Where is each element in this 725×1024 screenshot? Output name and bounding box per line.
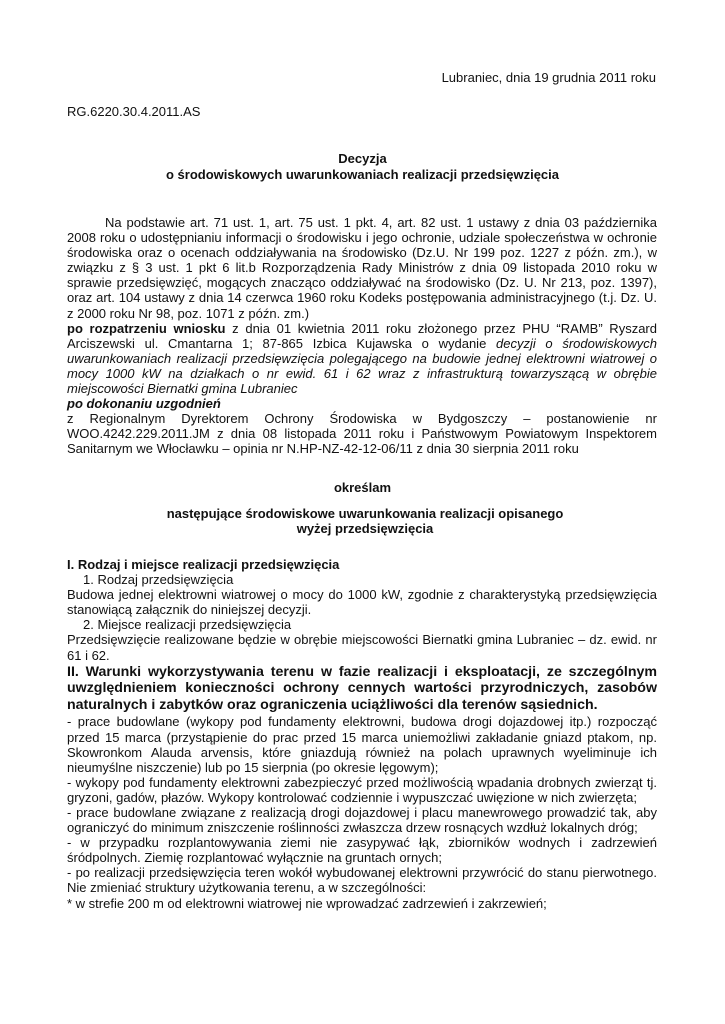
place-date: Lubraniec, dnia 19 grudnia 2011 roku bbox=[441, 70, 656, 85]
section-2-item: * w strefie 200 m od elektrowni wiatrowej nie wprowadzać zadrzewień i zakrzewień; bbox=[67, 895, 547, 911]
section-1-item-1-label: 1. Rodzaj przedsięwzięcia bbox=[83, 572, 234, 588]
agreements-text: z Regionalnym Dyrektorem Ochrony Środowiska w Bydgoszczy – postanowienie nr WOO.4242.229.2011.JM z dnia 08 listopada 2011 roku i Państwowym Powiatowym Inspektorem Sanitarnym we Włocławku – opinia nr N.HP-NZ-42-12-06/11 z dnia 30 sierpnia 2011 roku bbox=[67, 411, 657, 457]
section-2-item: - po realizacji przedsięwzięcia teren wokół wybudowanej elektrowni przywrócić do stanu pierwotnego. Nie zmieniać struktury użytkowania terenu, a w szczególności: bbox=[67, 865, 657, 896]
section-2-item: - prace budowlane związane z realizacją drogi dojazdowej i placu manewrowego prowadzić tak, aby ograniczyć do minimum zniszczenie roślinności zwłaszcza drzew rosnących wzdłuż lokalnych dróg; bbox=[67, 805, 657, 836]
document-title: Decyzja bbox=[338, 151, 387, 166]
request-subject: decyzji o środowiskowych uwarunkowaniach realizacji przedsięwzięcia polegającego na budowie jednej elektrowni wiatrowej o mocy 1000 kW na działkach o nr ewid. 61 i 62 wraz z infrastrukturą towarzyszącą w obrębie miejscowości Biernatki gmina Lubraniec bbox=[67, 335, 657, 397]
request-paragraph bbox=[67, 321, 657, 396]
request-label: po rozpatrzeniu wniosku bbox=[67, 320, 226, 336]
reference-number: RG.6220.30.4.2011.AS bbox=[67, 104, 201, 119]
document-subtitle: o środowiskowych uwarunkowaniach realizacji przedsięwzięcia bbox=[165, 167, 560, 182]
conditions bbox=[67, 557, 657, 911]
section-2-item: - w przypadku rozplantowywania ziemi nie zasypywać łąk, zbiorników wodnych i zadrzewień śródpolnych. Ziemię rozplantować wyłącznie na gruntach ornych; bbox=[67, 835, 657, 866]
legal-basis bbox=[67, 215, 657, 457]
legal-basis-text: Na podstawie art. 71 ust. 1, art. 75 ust. 1 pkt. 4, art. 82 ust. 1 ustawy z dnia 03 października 2008 roku o udostępnianiu informacji o środowisku i jego ochronie, udziale społeczeństwa w ochronie środowiska oraz o ocenach oddziaływania na środowisko (Dz.U. Nr 199 poz. 1227 z późn. zm.), w związku z § 3 ust. 1 pkt 6 lit.b Rozporządzenia Rady Ministrów z dnia 09 listopada 2010 roku w sprawie przedsięwzięć, mogących znacząco oddziaływać na środowisko (Dz. U. Nr 213, poz. 1397), oraz art. 104 ustawy z dnia 14 czerwca 1960 roku Kodeks postępowania administracyjnego (t.j. Dz. U. z 2000 roku Nr 98, poz. 1071 z późn. zm.) bbox=[67, 215, 657, 321]
decision-heading: następujące środowiskowe uwarunkowania realizacji opisanego wyżej przedsięwzięcia bbox=[166, 506, 564, 536]
section-2-item: - prace budowlane (wykopy pod fundamenty elektrowni, budowa drogi dojazdowej itp.) rozpocząć przed 15 marca (przystąpienie do prac przed 15 marca uniemożliwi zakładanie gniazd ptakom, np. Skowronkom Alauda arvensis, które gniazdują również na polach uprawnych wyeliminuje ich nieumyślne niszczenie) lub po 15 sierpnia (po okresie lęgowym); bbox=[67, 714, 657, 775]
section-1-heading: I. Rodzaj i miejsce realizacji przedsięwzięcia bbox=[67, 557, 340, 572]
decision-verb: określam bbox=[333, 480, 392, 495]
request-text: z dnia 01 kwietnia 2011 roku złożonego przez PHU “RAMB” Ryszard Arciszewski ul. Cmantarna 1; 87-865 Izbica Kujawska o wydanie bbox=[67, 320, 657, 351]
section-1-item-2-text: Przedsięwzięcie realizowane będzie w obrębie miejscowości Biernatki gmina Lubraniec – dz. ewid. nr 61 i 62. bbox=[67, 632, 657, 663]
agreements-label: po dokonaniu uzgodnień bbox=[67, 396, 221, 412]
section-1-item-2-label: 2. Miejsce realizacji przedsięwzięcia bbox=[83, 617, 292, 633]
section-2-heading: II. Warunki wykorzystywania terenu w fazie realizacji i eksploatacji, ze szczególnym uwzględnieniem konieczności ochrony cennych wartości przyrodniczych, zasobów naturalnych i zabytków oraz ograniczenia uciążliwości dla terenów sąsiednich. bbox=[67, 663, 657, 713]
section-2-item: - wykopy pod fundamenty elektrowni zabezpieczyć przed możliwością wpadania drobnych zwierząt tj. gryzoni, gadów, płazów. Wykopy kontrolować codziennie i wypuszczać uwięzione w nich zwierzęta; bbox=[67, 774, 657, 805]
section-1-item-1-text: Budowa jednej elektrowni wiatrowej o mocy do 1000 kW, zgodnie z charakterystyką przedsięwzięcia stanowiącą załącznik do niniejszej decyzji. bbox=[67, 587, 657, 618]
